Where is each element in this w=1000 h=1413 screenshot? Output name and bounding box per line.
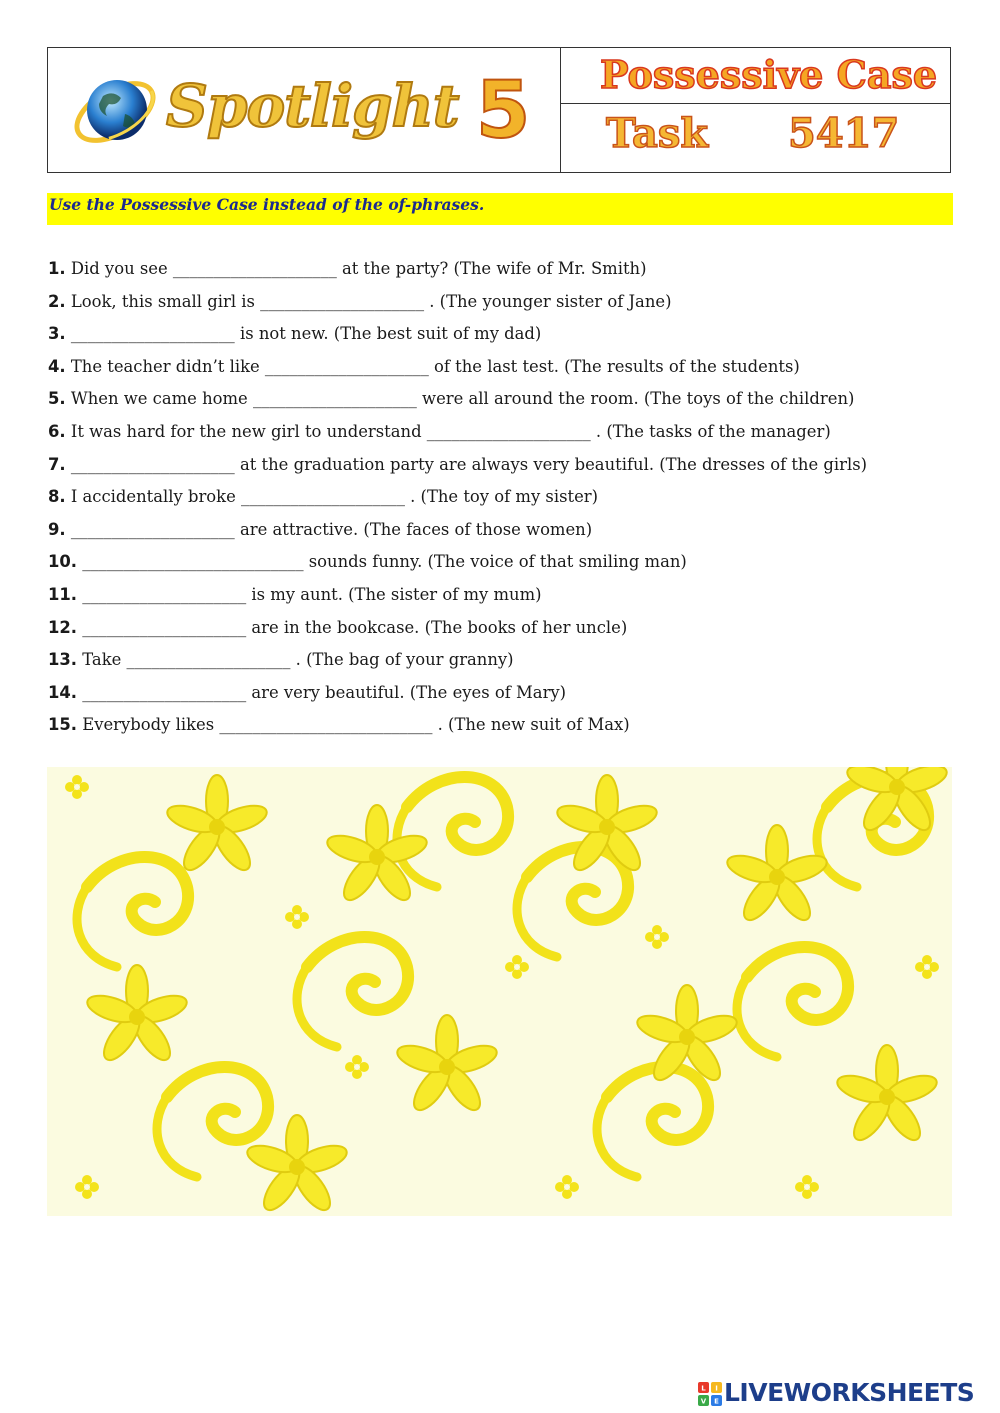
exercise-text: ___________________________ sounds funny. (The voice of that smiling man)	[77, 552, 687, 572]
exercise-item[interactable]	[48, 352, 968, 385]
svg-text:V: V	[700, 1397, 707, 1406]
exercise-number: 2.	[48, 291, 66, 311]
title-cell	[560, 48, 950, 104]
exercise-number: 1.	[48, 259, 66, 278]
exercise-text: ____________________ are attractive. (The faces of those women)	[65, 519, 593, 539]
svg-text:L: L	[701, 1384, 706, 1393]
exercise-text: Look, this small girl is ____________________ . (The younger sister of Jane)	[65, 291, 672, 311]
exercise-number: 5.	[48, 389, 66, 409]
worksheet-header	[47, 47, 951, 173]
exercise-number: 13.	[48, 650, 78, 670]
task-label: Task	[606, 110, 709, 157]
exercise-item[interactable]	[48, 710, 968, 743]
exercise-text: ____________________ at the graduation party are always very beautiful. (The dresses of the girls)	[65, 454, 868, 474]
exercise-text: ____________________ is my aunt. (The sister of my mum)	[77, 584, 542, 604]
exercise-text: Everybody likes __________________________ . (The new suit of Max)	[77, 715, 630, 735]
exercise-number: 15.	[48, 715, 78, 735]
floral-pattern-art	[47, 767, 952, 1216]
liveworksheets-brand[interactable]	[698, 1376, 994, 1410]
globe-icon	[70, 66, 160, 156]
exercise-number: 8.	[48, 487, 66, 507]
page-title: Possessive Case	[600, 52, 938, 97]
exercise-item[interactable]	[48, 678, 968, 711]
exercise-item[interactable]	[48, 319, 968, 352]
exercise-item[interactable]	[48, 482, 968, 515]
exercise-text: It was hard for the new girl to understand ____________________ . (The tasks of the manager)	[65, 421, 831, 441]
brand-name: LIVEWORKSHEETS	[724, 1378, 975, 1407]
exercise-text: Take ____________________ . (The bag of your granny)	[77, 650, 514, 670]
instruction-text: Use the Possessive Case instead of the of-phrases.	[49, 195, 485, 214]
exercise-text: ____________________ are in the bookcase. (The books of her uncle)	[77, 617, 628, 637]
exercise-number: 6.	[48, 421, 66, 441]
exercise-number: 10.	[48, 552, 78, 572]
exercise-number: 4.	[48, 356, 66, 376]
exercise-item[interactable]	[48, 417, 968, 450]
exercise-number: 11.	[48, 584, 78, 604]
exercise-item[interactable]	[48, 515, 968, 548]
exercise-list	[48, 254, 968, 743]
exercise-number: 12.	[48, 617, 78, 637]
instruction-bar	[47, 193, 953, 225]
exercise-number: 14.	[48, 682, 78, 702]
exercise-item[interactable]	[48, 580, 968, 613]
liveworksheets-logo-icon	[698, 1382, 722, 1406]
task-number: 5417	[788, 110, 900, 157]
floral-pattern-image	[47, 767, 952, 1216]
spotlight-logo	[48, 48, 561, 172]
exercise-text: When we came home ____________________ were all around the room. (The toys of the children)	[65, 389, 855, 409]
exercise-item[interactable]	[48, 287, 968, 320]
logo-level-number: 5	[476, 66, 531, 156]
task-cell	[560, 104, 950, 172]
exercise-text: ____________________ is not new. (The best suit of my dad)	[65, 324, 542, 344]
logo-wordmark: Spotlight	[166, 72, 459, 140]
exercise-item[interactable]	[48, 384, 968, 417]
exercise-text: The teacher didn’t like ____________________ of the last test. (The results of the students)	[65, 356, 800, 376]
exercise-number: 7.	[48, 454, 66, 474]
exercise-text: ____________________ are very beautiful. (The eyes of Mary)	[77, 682, 567, 702]
exercise-text: Did you see ____________________ at the party? (The wife of Mr. Smith)	[65, 259, 647, 278]
svg-text:E: E	[714, 1397, 719, 1406]
exercise-item[interactable]	[48, 547, 968, 580]
exercise-item[interactable]	[48, 450, 968, 483]
exercise-item[interactable]	[48, 613, 968, 646]
exercise-item[interactable]	[48, 645, 968, 678]
svg-text:I: I	[715, 1384, 718, 1393]
exercise-number: 3.	[48, 324, 66, 344]
exercise-item[interactable]	[48, 254, 968, 287]
exercise-text: I accidentally broke ____________________ . (The toy of my sister)	[65, 487, 599, 507]
exercise-number: 9.	[48, 519, 66, 539]
